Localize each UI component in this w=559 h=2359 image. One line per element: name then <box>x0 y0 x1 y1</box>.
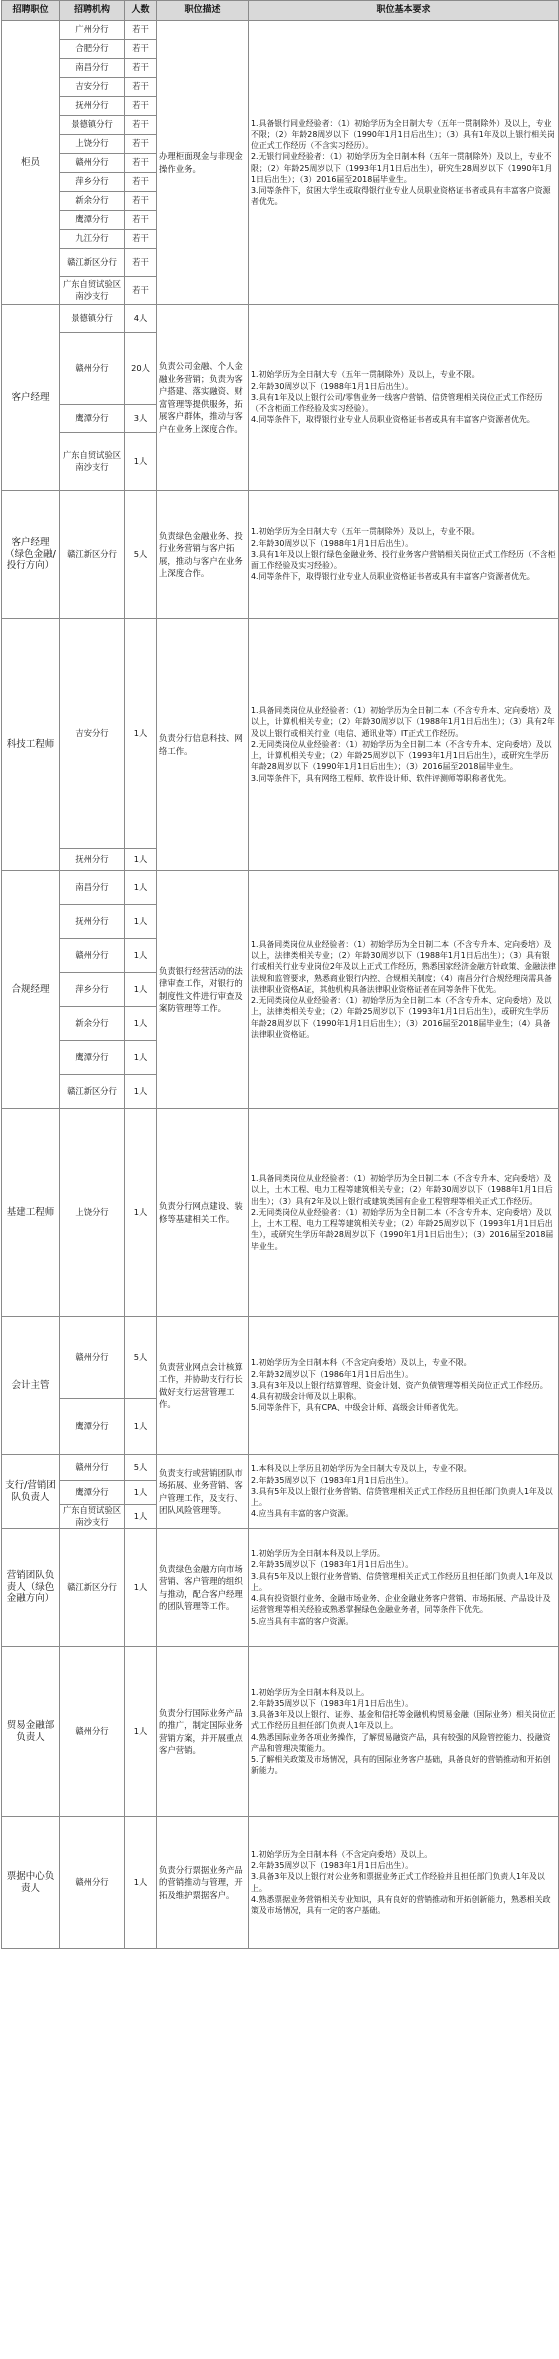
table-row <box>2 305 559 333</box>
recruitment-table <box>1 0 559 1949</box>
post-title: 合规经理 <box>2 871 60 1109</box>
branch-name: 赣州分行 <box>60 1455 125 1481</box>
branch-name: 上饶分行 <box>60 135 125 154</box>
headcount: 1人 <box>125 1007 157 1041</box>
headcount: 1人 <box>125 905 157 939</box>
headcount: 1人 <box>125 619 157 849</box>
job-description: 负责绿色金融方向市场营销、客户管理的组织与推动，配合客户经理的团队管理等工作。 <box>157 1529 249 1647</box>
headcount: 1人 <box>125 1481 157 1505</box>
headcount: 若干 <box>125 192 157 211</box>
branch-name: 赣江新区分行 <box>60 491 125 619</box>
job-description: 负责分行网点建设、装修等基建相关工作。 <box>157 1109 249 1317</box>
headcount: 1人 <box>125 939 157 973</box>
post-title: 基建工程师 <box>2 1109 60 1317</box>
headcount: 若干 <box>125 78 157 97</box>
headcount: 1人 <box>125 1041 157 1075</box>
branch-name: 赣州分行 <box>60 1647 125 1817</box>
header-count: 人数 <box>125 1 157 21</box>
headcount: 1人 <box>125 1817 157 1949</box>
headcount: 若干 <box>125 154 157 173</box>
branch-name: 赣州分行 <box>60 1317 125 1399</box>
post-title: 票据中心负责人 <box>2 1817 60 1949</box>
job-description: 负责分行国际业务产品的推广，制定国际业务营销方案，并开展重点客户营销。 <box>157 1647 249 1817</box>
branch-name: 吉安分行 <box>60 78 125 97</box>
headcount: 1人 <box>125 1529 157 1647</box>
table-body <box>2 21 559 1949</box>
header-branch: 招聘机构 <box>60 1 125 21</box>
post-title: 支行/营销团队负责人 <box>2 1455 60 1529</box>
headcount: 若干 <box>125 21 157 40</box>
post-title: 营销团队负责人（绿色金融方向） <box>2 1529 60 1647</box>
branch-name: 赣江新区分行 <box>60 1075 125 1109</box>
table-row <box>2 1529 559 1647</box>
headcount: 若干 <box>125 135 157 154</box>
table-row <box>2 1455 559 1481</box>
post-title: 客户经理（绿色金融/投行方向） <box>2 491 60 619</box>
table-row <box>2 1817 559 1949</box>
headcount: 1人 <box>125 1109 157 1317</box>
post-title: 贸易金融部负责人 <box>2 1647 60 1817</box>
branch-name: 抚州分行 <box>60 849 125 871</box>
branch-name: 赣州分行 <box>60 333 125 405</box>
job-requirements: 1.初始学历为全日制本科（不含定向委培）及以上。 2.年龄35周岁以下（1983年1月1日后出生）。 3.具备3年及以上银行对公业务和票据业务正式工作经验并且担任部门负责人1年及以上。 4.熟悉票据业务营销相关专业知识，具有良好的营销推动和开拓创新能力，熟悉相关政策及市场情况，具有一定的客户基础。 <box>249 1817 559 1949</box>
headcount: 若干 <box>125 173 157 192</box>
branch-name: 萍乡分行 <box>60 173 125 192</box>
job-description: 负责公司金融、个人金融业务营销；负责为客户搭建、落实融资、财富管理等提供服务，拓展客户群体，推动与客户在业务上深度合作。 <box>157 305 249 491</box>
headcount: 1人 <box>125 1505 157 1529</box>
headcount: 若干 <box>125 249 157 277</box>
branch-name: 广东自贸试验区南沙支行 <box>60 433 125 491</box>
header-post: 招聘职位 <box>2 1 60 21</box>
branch-name: 赣州分行 <box>60 154 125 173</box>
header-requirements: 职位基本要求 <box>249 1 559 21</box>
job-description: 负责分行票据业务产品的营销推动与管理，开拓及维护票据客户。 <box>157 1817 249 1949</box>
branch-name: 景德镇分行 <box>60 116 125 135</box>
job-requirements: 1.初始学历为全日制大专（五年一贯制除外）及以上，专业不限。 2.年龄30周岁以下（1988年1月1日后出生）。 3.具有1年及以上银行公司/零售业务一线客户营销、信贷管理相关岗位正式工作经历（不含柜面工作经验及实习经验）。 4.同等条件下，取得银行业专业人员职业资格证书者或具有丰富客户资源者优先。 <box>249 305 559 491</box>
branch-name: 合肥分行 <box>60 40 125 59</box>
headcount: 1人 <box>125 973 157 1007</box>
headcount: 若干 <box>125 116 157 135</box>
branch-name: 上饶分行 <box>60 1109 125 1317</box>
job-description: 负责银行经营活动的法律审查工作，对银行的制度性文件进行审查及案防管理等工作。 <box>157 871 249 1109</box>
headcount: 1人 <box>125 1647 157 1817</box>
headcount: 5人 <box>125 1317 157 1399</box>
headcount: 若干 <box>125 211 157 230</box>
job-requirements: 1.初始学历为全日制本科及以上学历。 2.年龄35周岁以下（1983年1月1日后出生）。 3.具有5年及以上银行业务营销、信贷管理相关正式工作经历且担任部门负责人1年及以上。 4.具有投资银行业务、金融市场业务、企业金融业务客户营销、市场拓展、产品设计及运营管理等相关经验或熟悉掌握绿色金融业务者，同等条件下优先。 5.应当具有丰富的客户资源。 <box>249 1529 559 1647</box>
headcount: 1人 <box>125 1399 157 1455</box>
post-title: 柜员 <box>2 21 60 305</box>
job-description: 负责分行信息科技、网络工作。 <box>157 619 249 871</box>
branch-name: 景德镇分行 <box>60 305 125 333</box>
branch-name: 广东自贸试验区南沙支行 <box>60 1505 125 1529</box>
headcount: 4人 <box>125 305 157 333</box>
branch-name: 赣江新区分行 <box>60 1529 125 1647</box>
job-requirements: 1.具备同类岗位从业经验者：（1）初始学历为全日制二本（不含专升本、定向委培）及以上，计算机相关专业；（2）年龄30周岁以下（1988年1月1日后出生）；（3）具有2年及以上银行或相关行业（电信、通讯业等）IT正式工作经历。 2.无同类岗位从业经验者：（1）初始学历为全日制二本（不含专升本、定向委培）及以上，计算机相关专业；（2）年龄25周岁以下（1993年1月1日后出生），或研究生学历年龄28周岁以下（1990年1月1日后出生）；（3）2016届至2018届毕业生。 3.同等条件下，具有网络工程师、软件设计师、软件评测师等职称者优先。 <box>249 619 559 871</box>
headcount: 1人 <box>125 849 157 871</box>
branch-name: 新余分行 <box>60 192 125 211</box>
job-requirements: 1.具备同类岗位从业经验者：（1）初始学历为全日制二本（不含专升本、定向委培）及以上，法律类相关专业；（2）年龄30周岁以下（1988年1月1日后出生）；（3）具有银行或相关行业专业岗位2年及以上正式工作经历，熟悉国家经济金融方针政策、金融法律法规和监管要求，熟悉商业银行内控、合规相关制度；（4）南昌分行合规经理岗需具备法律职业资格A证，其他机构具备法律职业资格证者在同等条件下优先。 2.无同类岗位从业经验者：（1）初始学历为全日制二本（不含专升本、定向委培）及以上，法律类相关专业；（2）年龄25周岁以下（1993年1月1日后出生），或研究生学历年龄28周岁以下（1990年1月1日后出生）；（3）2016届至2018届毕业生；（4）具备法律职业资格证。 <box>249 871 559 1109</box>
table-row <box>2 491 559 619</box>
post-title: 客户经理 <box>2 305 60 491</box>
branch-name: 鹰潭分行 <box>60 405 125 433</box>
branch-name: 南昌分行 <box>60 871 125 905</box>
header-description: 职位描述 <box>157 1 249 21</box>
job-requirements: 1.具备银行同业经验者：（1）初始学历为全日制大专（五年一贯制除外）及以上，专业不限；（2）年龄28周岁以下（1990年1月1日后出生）；（3）具有1年及以上银行相关岗位正式工作经历（不含实习经历）。 2.无银行同业经验者：（1）初始学历为全日制本科（五年一贯制除外）及以上，专业不限；（2）年龄25周岁以下（1993年1月1日后出生），研究生28周岁以下（1990年1月1日后出生）；（3）2016届至2018届毕业生。 3.同等条件下，贫困大学生或取得银行业专业人员职业资格证书者或具有丰富客户资源者优先。 <box>249 21 559 305</box>
headcount: 若干 <box>125 97 157 116</box>
job-requirements: 1.初始学历为全日制本科及以上。 2.年龄35周岁以下（1983年1月1日后出生）。 3.具备3年及以上银行、证券、基金和信托等金融机构贸易金融（国际业务）相关岗位正式工作经历且担任部门负责人1年及以上。 4.熟悉国际业务各项业务操作，了解贸易融资产品，具有较强的风险管控能力、投融资产品和管理决策能力。 5.了解相关政策及市场情况，具有的国际业务客户基础，具备良好的营销推动和开拓创新能力。 <box>249 1647 559 1817</box>
table-row <box>2 1109 559 1317</box>
headcount: 5人 <box>125 1455 157 1481</box>
post-title: 会计主管 <box>2 1317 60 1455</box>
job-requirements: 1.本科及以上学历且初始学历为全日制大专及以上，专业不限。 2.年龄35周岁以下（1983年1月1日后出生）。 3.具有5年及以上银行业务营销、信贷管理相关正式工作经历且担任部门负责人1年及以上。 4.应当具有丰富的客户资源。 <box>249 1455 559 1529</box>
job-description: 办理柜面现金与非现金操作业务。 <box>157 21 249 305</box>
table-row <box>2 21 559 40</box>
branch-name: 吉安分行 <box>60 619 125 849</box>
branch-name: 九江分行 <box>60 230 125 249</box>
headcount: 若干 <box>125 59 157 78</box>
job-requirements: 1.初始学历为全日制本科（不含定向委培）及以上，专业不限。 2.年龄32周岁以下（1986年1月1日后出生）。 3.具有3年及以上银行结算管理、资金计划、资产负债管理等相关岗位正式工作经历。 4.具有初级会计师及以上职称。 5.同等条件下，具有CPA、中级会计师、高级会计师者优先。 <box>249 1317 559 1455</box>
headcount: 3人 <box>125 405 157 433</box>
branch-name: 抚州分行 <box>60 97 125 116</box>
branch-name: 广州分行 <box>60 21 125 40</box>
headcount: 1人 <box>125 433 157 491</box>
branch-name: 萍乡分行 <box>60 973 125 1007</box>
table-row <box>2 1317 559 1399</box>
headcount: 1人 <box>125 1075 157 1109</box>
headcount: 20人 <box>125 333 157 405</box>
headcount: 若干 <box>125 40 157 59</box>
headcount: 若干 <box>125 230 157 249</box>
job-description: 负责营业网点会计核算工作，并协助支行行长做好支行运营管理工作。 <box>157 1317 249 1455</box>
table-row <box>2 619 559 849</box>
branch-name: 赣江新区分行 <box>60 249 125 277</box>
headcount: 5人 <box>125 491 157 619</box>
job-description: 负责支行或营销团队市场拓展、业务营销、客户管理工作，及支行、团队风险管理等。 <box>157 1455 249 1529</box>
job-requirements: 1.初始学历为全日制大专（五年一贯制除外）及以上，专业不限。 2.年龄30周岁以下（1988年1月1日后出生）。 3.具有1年及以上银行绿色金融业务、投行业务客户营销相关岗位正式工作经历（不含柜面工作经验及实习经验）。 4.同等条件下，取得银行业专业人员职业资格证书者或具有丰富客户资源者优先。 <box>249 491 559 619</box>
table-row <box>2 871 559 905</box>
branch-name: 鹰潭分行 <box>60 1399 125 1455</box>
branch-name: 赣州分行 <box>60 939 125 973</box>
headcount: 1人 <box>125 871 157 905</box>
table-row <box>2 1647 559 1817</box>
table-header-row <box>2 1 559 21</box>
job-description: 负责绿色金融业务、投行业务营销与客户拓展，推动与客户在业务上深度合作。 <box>157 491 249 619</box>
branch-name: 鹰潭分行 <box>60 211 125 230</box>
branch-name: 广东自贸试验区南沙支行 <box>60 277 125 305</box>
branch-name: 新余分行 <box>60 1007 125 1041</box>
branch-name: 抚州分行 <box>60 905 125 939</box>
branch-name: 鹰潭分行 <box>60 1041 125 1075</box>
headcount: 若干 <box>125 277 157 305</box>
branch-name: 鹰潭分行 <box>60 1481 125 1505</box>
branch-name: 赣州分行 <box>60 1817 125 1949</box>
branch-name: 南昌分行 <box>60 59 125 78</box>
job-requirements: 1.具备同类岗位从业经验者：（1）初始学历为全日制二本（不含专升本、定向委培）及以上，土木工程、电力工程等建筑相关专业；（2）年龄30周岁以下（1988年1月1日后出生）；（3）具有2年及以上银行或建筑类国有企业工程管理等相关正式工作经历。 2.无同类岗位从业经验者：（1）初始学历为全日制二本（不含专升本、定向委培）及以上，土木工程、电力工程等建筑相关专业；（2）年龄25周岁以下（1993年1月1日后出生），或研究生学历年龄28周岁以下（1990年1月1日后出生）；（3）2016届至2018届毕业生。 <box>249 1109 559 1317</box>
post-title: 科技工程师 <box>2 619 60 871</box>
